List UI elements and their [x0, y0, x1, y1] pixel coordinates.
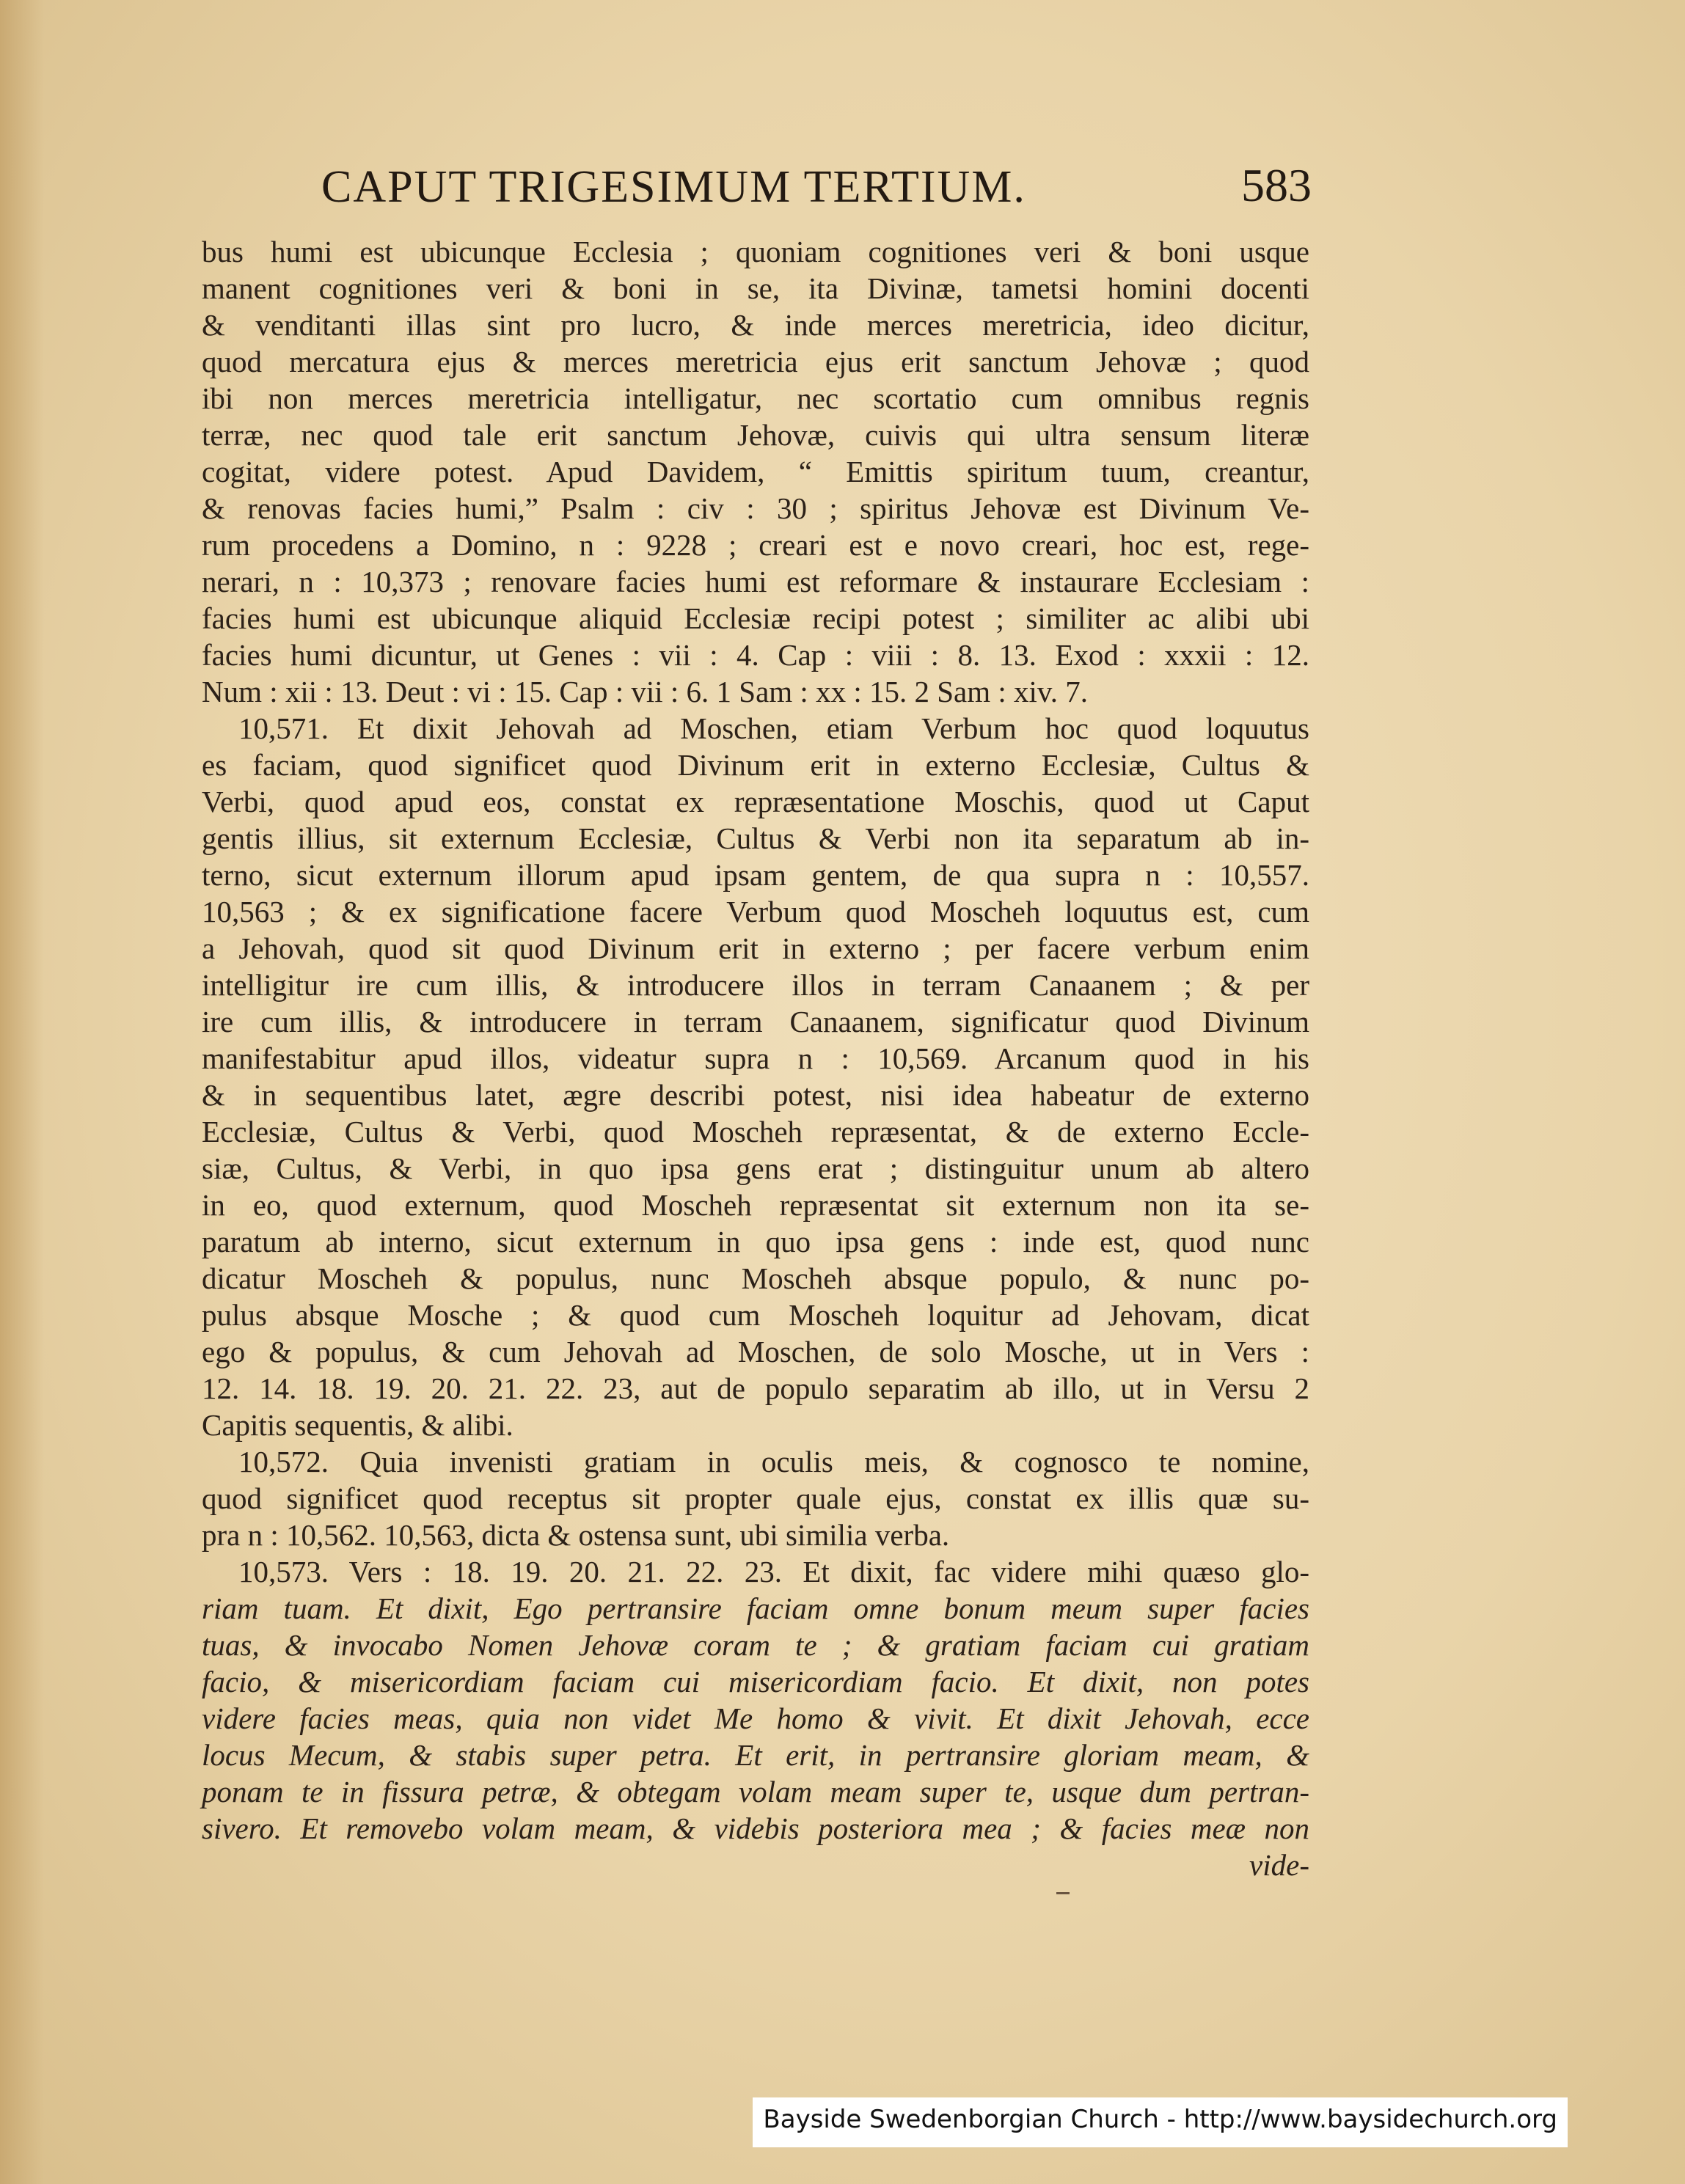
text-line: a Jehovah, quod sit quod Divinum erit in externo ; per facere verbum enim [202, 931, 1309, 965]
text-line: 12. 14. 18. 19. 20. 21. 22. 23, aut de populo separatim ab illo, ut in Versu 2 [202, 1371, 1309, 1405]
text-line: rum procedens a Domino, n : 9228 ; creari est e novo creari, hoc est, rege- [202, 528, 1309, 562]
text-line: quod mercatura ejus & merces meretricia ejus erit sanctum Jehovæ ; quod [202, 345, 1309, 378]
text-line: dicatur Moscheh & populus, nunc Moscheh absque populo, & nunc po- [202, 1261, 1309, 1295]
chapter-title: CAPUT TRIGESIMUM TERTIUM. [321, 162, 1026, 212]
text-line: riam tuam. Et dixit, Ego pertransire faciam omne bonum meum super facies [202, 1591, 1309, 1625]
text-line: terno, sicut externum illorum apud ipsam gentem, de qua supra n : 10,557. [202, 858, 1309, 892]
running-head [211, 155, 1312, 221]
text-line: videre facies meas, quia non videt Me homo & vivit. Et dixit Jehovah, ecce [202, 1701, 1309, 1735]
text-line: locus Mecum, & stabis super petra. Et erit, in pertransire gloriam meam, & [202, 1738, 1309, 1772]
paragraph-10571-start: 10,571. Et dixit Jehovah ad Moschen, etiam Verbum hoc quod loquutus [238, 711, 1309, 745]
text-line: ego & populus, & cum Jehovah ad Moschen, de solo Mosche, ut in Vers : [202, 1335, 1309, 1368]
text-line: & in sequentibus latet, ægre describi potest, nisi idea habeatur de externo [202, 1078, 1309, 1112]
text-line: sivero. Et removebo volam meam, & videbis posteriora mea ; & facies meæ non [202, 1811, 1309, 1845]
text-line: gentis illius, sit externum Ecclesiæ, Cultus & Verbi non ita separatum ab in- [202, 821, 1309, 855]
text-line: cogitat, videre potest. Apud Davidem, “ Emittis spiritum tuum, creantur, [202, 455, 1309, 488]
text-line: Verbi, quod apud eos, constat ex repræsentatione Moschis, quod ut Caput [202, 785, 1309, 818]
catchword: vide- [1249, 1848, 1309, 1882]
body-text [202, 233, 1309, 1883]
text-line: ire cum illis, & introducere in terram Canaanem, significatur quod Divinum [202, 1005, 1309, 1038]
text-line: manifestabitur apud illos, videatur supra n : 10,569. Arcanum quod in his [202, 1041, 1309, 1075]
text-line: & renovas facies humi,” Psalm : civ : 30 ; spiritus Jehovæ est Divinum Ve- [202, 491, 1309, 525]
text-line: paratum ab interno, sicut externum in quo ipsa gens : inde est, quod nunc [202, 1225, 1309, 1258]
text-line: ponam te in fissura petræ, & obtegam volam meam super te, usque dum pertran- [202, 1775, 1309, 1809]
text-line: siæ, Cultus, & Verbi, in quo ipsa gens erat ; distinguitur unum ab altero [202, 1151, 1309, 1185]
text-line: Ecclesiæ, Cultus & Verbi, quod Moscheh repræsentat, & de externo Eccle- [202, 1115, 1309, 1148]
page-number: 583 [1241, 159, 1312, 211]
paragraph-10572-start: 10,572. Quia invenisti gratiam in oculis meis, & cognosco te nomine, [238, 1445, 1309, 1478]
text-line: facies humi est ubicunque aliquid Ecclesiæ recipi potest ; similiter ac alibi ubi [202, 601, 1309, 635]
text-line: bus humi est ubicunque Ecclesia ; quoniam cognitiones veri & boni usque [202, 235, 1309, 268]
text-line: pra n : 10,562. 10,563, dicta & ostensa sunt, ubi similia verba. [202, 1518, 950, 1552]
text-line: ibi non merces meretricia intelligatur, nec scortatio cum omnibus regnis [202, 381, 1309, 415]
printer-ornament [1056, 1892, 1070, 1894]
text-line: terræ, nec quod tale erit sanctum Jehovæ, cuivis qui ultra sensum literæ [202, 418, 1309, 452]
text-line: Num : xii : 13. Deut : vi : 15. Cap : vii : 6. 1 Sam : xx : 15. 2 Sam : xiv. 7. [202, 675, 1088, 708]
text-line: 10,563 ; & ex significatione facere Verbum quod Moscheh loquutus est, cum [202, 895, 1309, 928]
text-line: pulus absque Mosche ; & quod cum Moscheh loquitur ad Jehovam, dicat [202, 1298, 1309, 1332]
text-line: es faciam, quod significet quod Divinum erit in externo Ecclesiæ, Cultus & [202, 748, 1309, 782]
text-line: facio, & misericordiam faciam cui misericordiam facio. Et dixit, non potes [202, 1665, 1309, 1699]
text-line: quod significet quod receptus sit propter quale ejus, constat ex illis quæ su- [202, 1481, 1309, 1515]
paragraph-10573-start: 10,573. Vers : 18. 19. 20. 21. 22. 23. Et dixit, fac videre mihi quæso glo- [238, 1555, 1309, 1588]
text-line: & venditanti illas sint pro lucro, & inde merces meretricia, ideo dicitur, [202, 308, 1309, 342]
text-line: facies humi dicuntur, ut Genes : vii : 4. Cap : viii : 8. 13. Exod : xxxii : 12. [202, 638, 1309, 672]
text-line: intelligitur ire cum illis, & introducere illos in terram Canaanem ; & per [202, 968, 1309, 1002]
text-line: Capitis sequentis, & alibi. [202, 1408, 513, 1442]
source-credit: Bayside Swedenborgian Church - http://www.baysidechurch.org [753, 2097, 1568, 2147]
text-line: nerari, n : 10,373 ; renovare facies humi est reformare & instaurare Ecclesiam : [202, 565, 1309, 598]
text-line: manent cognitiones veri & boni in se, ita Divinæ, tametsi homini docenti [202, 271, 1309, 305]
text-line: in eo, quod externum, quod Moscheh repræsentat sit externum non ita se- [202, 1188, 1309, 1222]
text-line: tuas, & invocabo Nomen Jehovæ coram te ; & gratiam faciam cui gratiam [202, 1628, 1309, 1662]
